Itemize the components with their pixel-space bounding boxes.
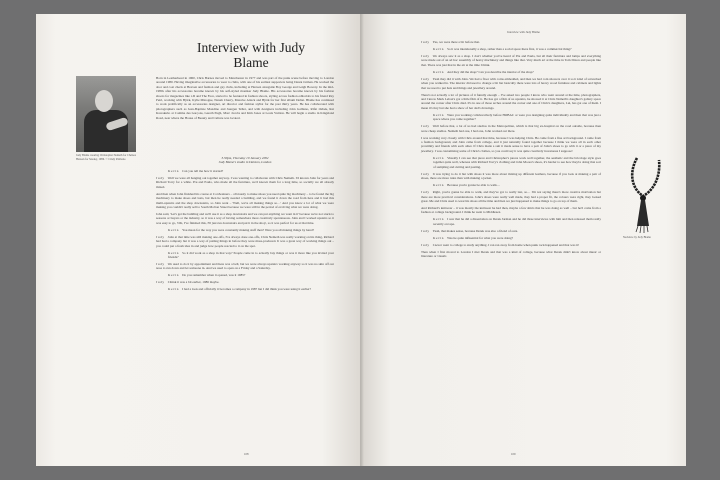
turn-text: Were you working collaboratively before HOBAC or were you designing quite individually and then that was just a space where you came together? [433,112,601,122]
turn-text: And Richard's knitwear – it was mostly the knitwear he had then, maybe a few shirts that he was doing as well – but he'd come from a fashion at college background. I think he went to Middlesex. [421,205,601,215]
left-page [36,14,361,466]
turn-text: Well we were all hanging out together anyway. I was wanting to collaborate with Chris Nemeth. I'd known John for years and Richard Torry for a while. Pru and Paula, who made all the furniture, we'd known them for a long time, so socially we all already mixed. [156,176,334,189]
interview-turn [156,176,334,189]
speaker-name: Judy [156,176,165,180]
speaker-name: Kevin [168,169,180,173]
portrait-photo [76,76,136,152]
interview-turn [421,236,601,240]
interview-turn [156,169,334,173]
turn-text: John at that time was still making one-offs, I've always done one-offs, Chris Nemeth was really working on his thing, Richard had had a company but it was a way of putting things in before they were mass-produced. It was a great way of working things out – you could put a fresh idea in and judge how people reacted to it on the spot. [156,234,334,248]
interview-turn [421,183,601,187]
turn-text: You mean for the way you were constantly making stuff then? Were you all making things by hand? [182,227,315,232]
interview-turn [156,273,334,277]
speaker-name: Judy [421,242,430,247]
turn-text: I was working very closely with Chris around that time, because I was helping Chris. He came from a fine art background. I came from a fashion background, and John came from college, and it just naturally found together because I think we were all in each other proximity and friends with each other. If Chris made a suit it made sense to have a pair of John's shoes to go with it or a piece of my jewellery. I was customising some of Chris's clothes, so you could say it was quite creatively incestuous I suppose! [421,135,601,153]
turn-text: Was he quite influential for what you were doing? [447,235,514,240]
right-interview-body [421,40,601,261]
speaker-name: Kevin [433,155,445,160]
interview-turn [421,172,601,181]
turn-text: Because you're gonna be able to walk… [447,183,501,188]
photo-figure-body [84,110,128,152]
turn-text: Visually I can see that piece and Christopher's pieces work well together, the aesthetic and the bricolage style goes together quite well, whereas with Richard Torry's clothing and John Moore's shoes, it's harder to see how they're doing that sort of sampling and cutting and pasting. [433,155,601,169]
speaker-name: Judy [421,54,430,58]
meta-location: Judy Blame's studio in Dalston, London [218,160,272,165]
necklace-photo [623,152,673,234]
interview-turn [421,93,601,111]
turn-text: Then when I first moved to London I met Derek and that was a kind of college, because what Derek didn't know about music or literature or visuals [421,249,601,259]
speaker-name: Kevin [433,217,445,222]
interview-turn [156,192,334,210]
interview-turn [421,70,601,74]
interview-turn [421,243,601,247]
turn-text: Yeah, that makes sense, because Derek was also a friend of ours. [432,228,518,233]
turn-text: So it did work as a shop in that way? People came in to actually buy things or was it more like you invited your friends? [168,250,334,260]
speaker-name: Kevin [433,183,445,188]
speaker-name: Kevin [433,69,445,74]
turn-text: Well before that, a lot of us had studios in the Metropolitan, which is that big ex-hospital on the road outside, because then were cheap studios. Nemeth had one, I had one, John worked out there. [421,124,601,133]
book-gutter-shadow [360,14,364,466]
speaker-name: Kevin [168,250,180,255]
interview-turn [156,228,334,232]
speaker-name: Kevin [168,227,180,232]
turn-text: I had a look and officially it becomes a company in 1987 but I did think you were using it earlier? [182,287,312,292]
turn-text: Yeah they did it with John. We had a floor with coins embedded, and then we had coin showers over it so it kind of scrunched when you walked in. The interior did used to change a bit but basically there were lots of heavy wood furniture and cabinets and lights that we used to put hats and things and jewellery around. [421,76,601,90]
interview-turn [156,287,334,291]
interview-turn [421,113,601,122]
speaker-name: Judy [156,280,165,285]
right-page [361,14,686,466]
turn-text: And then when John finished his course at Cordwainers – obviously to make shoes you need quite big machinery – to be found the big machinery to make shoes and lasts, but then he really needed a building, and we found it down the road from here and it had this multi-upstairs and the shop downstairs, so John went – 'Well, we're all making things so…' And you know a lot of what we were making you couldn't really sell to South Molton Street because we were still in the period of evolving what we were doing. [156,191,334,210]
interview-turn [421,250,601,259]
turn-text: I saw that he did a dissertation on Derek Jarman and he did three interviews with him and then released them really recently on tape. [433,217,601,226]
speaker-name: Kevin [433,47,445,51]
speaker-name: Kevin [433,235,445,240]
interview-turn [156,262,334,271]
interview-turn [421,229,601,233]
interview-turn [421,77,601,90]
turn-text: Right, you're gonna be able to walk, and they've got to really last, so… I'm not saying there's more creative motivation but there are more practical considerations. John's shoes were really well made, they had a proper fit, the colours were right, they looked great. Me and Chris used to wear his shoes all the time and then we just happened to make things to go on top of them. [421,190,601,203]
interview-turn [421,40,601,44]
turn-text: John said, 'Let's get the building and we'll use it as a shop downstairs and we can put anything we want in it' because we're not stuck to seasons or buyers or the industry, so it was a way of having somewhere more creatively spontaneous. John and I worked upstairs so it was easy to go, 'OK, I've finished this, I'll just run downstairs and put it in the shop', so it was perfect for us at that time. [156,212,334,225]
speaker-name: Judy [421,76,430,81]
turn-text: I never went to college to study anything. I ran ran away from home when punk rock happened and that was it! [432,242,580,247]
interview-turn [421,217,601,226]
interview-turn [421,206,601,215]
speaker-name: Kevin [433,112,445,117]
interview-turn [421,54,601,67]
speaker-name: Judy [421,171,430,176]
interview-turn [156,280,334,284]
speaker-name: Kevin [168,273,180,278]
interview-meta [156,156,334,164]
turn-text: We used to do it by appointment and there was a bell, but we were always upstairs working anyway so it was no skin off our nose to run down and let someone in. And we used to open on a Friday and a Saturday. [156,262,334,271]
necklace-caption: Necklace by Judy Blame [623,236,651,239]
speaker-name: Judy [156,262,165,267]
interview-turn [421,190,601,203]
interview-turn [421,156,601,169]
photo-caption: Judy Blame wearing Christopher Nemeth for Chelsea Hansen for Sneaky, 1986. © Cindy Palmano [76,154,136,161]
speaker-name: Judy [421,124,430,129]
page-title: Interview with Judy Blame [197,40,305,70]
running-head: Interview with Judy Blame [507,30,540,34]
page-number-left: 108 [244,451,249,456]
turn-text: There's not actually a lot of pictures of it funnily enough – I've asked two people I know who went around at the time, photographers, and I know Mark Lebon's got a little film of it. He has got a film of us upstairs, he showed it at Chris Nemeth's daughter's gallery space around the corner after Chris died. It's in one of those arches around the corner and one of Chris's daughters, Lui, has got one of them. I mean it's tiny but she had a show of her dad's drawings. [421,92,601,110]
speaker-name: Judy [421,40,430,44]
speaker-name: Kevin [168,287,180,292]
left-interview-body [156,169,334,294]
interview-turn [156,235,334,248]
interview-turn [421,124,601,133]
turn-text: And they did the shop? Can you describe the interior of the shop? [447,69,534,74]
speaker-name: Judy [156,234,165,239]
photo-figure-head [95,90,113,112]
page-number-right: 109 [511,451,516,456]
turn-text: It was trying to do it but with shoes it was more about mixing up different leathers, because if you look at making a pair of shoes, there are more rules than with making a jacket. [421,171,601,181]
interview-turn [421,47,601,51]
turn-text: We always saw it as a shop. I don't whether you've heard of Pru and Paula, but all their furniture and lamps and everything were made out of an ad hoc assembly of heavy machinery and things like that. Very much art at the time in Tom Dixon and people like that. There was just that in the air at the time I think. [421,54,601,67]
turn-text: So it was intentionally a shop, rather than a social space there first, it was a commercial thing? [447,47,572,51]
meta-date: 3.30pm, Thursday 10 January 2002 [221,156,269,160]
turn-text: I think it was a bit earlier, 1986 maybe. [167,280,220,285]
necklace-image [623,152,673,234]
intro-paragraph: Born in Leatherhead in 1960, Chris Barnes moved to Manchester in 1977 and was part of the punk scene before moving to London around 1980. Having imaginative accessories to wear to clubs, with one of his earliest supporters being Derek Jarman. He worked the door and coat check at Heaven and fashion and gay clubs, including at Heaven alongside Boy George and Leigh Bowery. In the mid-1980s after his accessories became known by his self-styled moniker Judy Blame. His accessories became known by his fashion shoots for magazines like i-D and The Face, started to be featured in fashion shoots, styling across fashion editorials to his friend Ray Petri, working with Björk, Kylie Minogue, Neneh Cherry, Massive Attack and Björk for her first album Debut. Blame has continued to work prolifically as an accessories designer, art director and fashion stylist for the past thirty years. He has collaborated with photographers such as Jean-Baptiste Mondino and Juergen Teller, and with designers including John Galliano, Rifat Ozbek, Rei Kawakubo at Comme des Garçons, Gareth Pugh, Marc Jacobs and Kim Jones at Louis Vuitton. He will begin a studio in Kingsland Road, near where the House of Beauty and Culture was located. [156,76,334,120]
turn-text: Yes, we were there a bit before that. [432,40,481,44]
interview-turn [421,136,601,154]
turn-text: Do you remember when it opened, was it 1985? [182,273,246,278]
turn-text: Can you tell me how it started? [182,169,224,173]
interview-turn [156,251,334,260]
speaker-name: Judy [421,228,430,233]
interview-turn [156,212,334,225]
speaker-name: Judy [421,190,430,195]
